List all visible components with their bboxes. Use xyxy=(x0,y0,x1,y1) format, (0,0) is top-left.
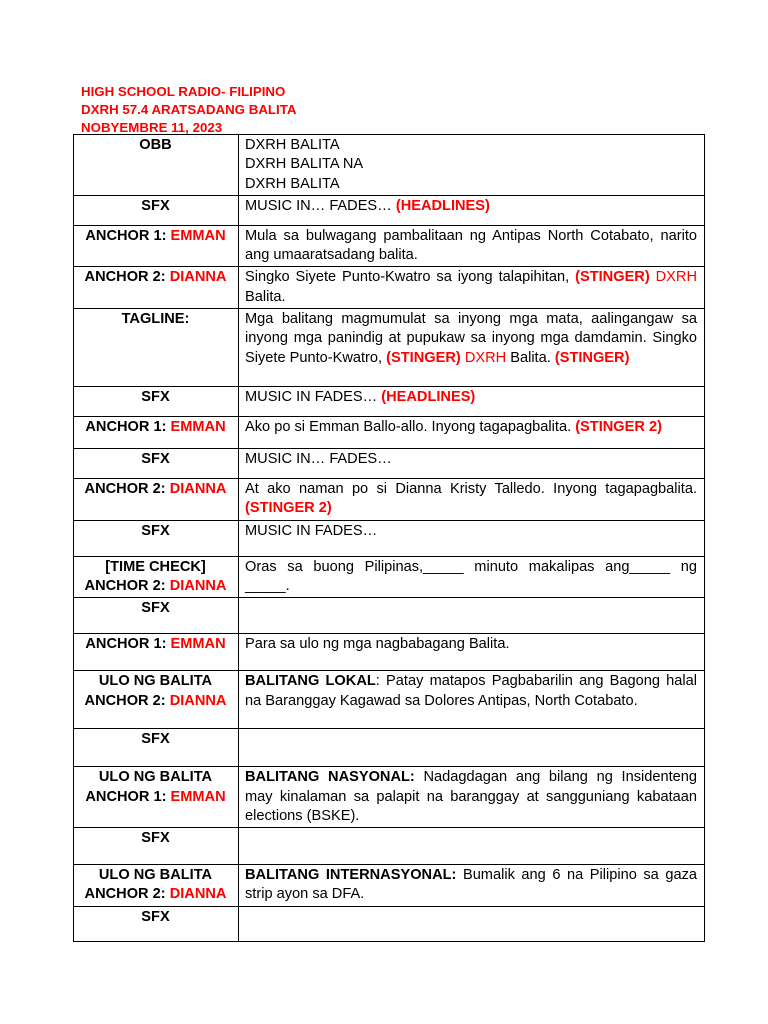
highlight-text: DXRH xyxy=(655,269,697,286)
highlight-text: (STINGER 2) xyxy=(245,500,332,517)
script-row xyxy=(74,767,705,828)
script-content-line xyxy=(245,155,697,174)
script-table-body xyxy=(74,135,705,942)
segment-label-line xyxy=(80,388,231,407)
segment-label-cell xyxy=(74,634,239,671)
script-row xyxy=(74,729,705,767)
cell-text: BALITANG LOKAL xyxy=(245,673,376,690)
segment-label-line xyxy=(80,908,231,927)
script-row xyxy=(74,634,705,671)
script-content-cell xyxy=(239,767,705,828)
script-content-line xyxy=(245,175,697,194)
script-content-line xyxy=(245,268,697,307)
highlight-text: (STINGER) xyxy=(554,349,630,366)
segment-label-cell xyxy=(74,906,239,941)
cell-text: : Patay matapos Pagbabarilin ang Bagong halal na Baranggay Kagawad sa Dolores Antipas, North Cotabato. xyxy=(245,673,697,709)
script-row xyxy=(74,598,705,634)
script-row xyxy=(74,135,705,196)
segment-label-line xyxy=(80,268,231,287)
cell-text: MUSIC IN… FADES… xyxy=(245,451,392,468)
segment-label-line xyxy=(80,418,231,437)
highlight-text: EMMAN xyxy=(170,419,226,436)
cell-text: ULO NG BALITA xyxy=(98,769,213,786)
segment-label-cell xyxy=(74,387,239,417)
cell-text: ANCHOR 2: xyxy=(84,269,170,286)
segment-label-line xyxy=(80,672,231,691)
script-table xyxy=(73,134,705,942)
script-content-cell xyxy=(239,906,705,941)
script-content-line xyxy=(245,197,697,216)
script-content-line xyxy=(245,480,697,519)
script-content-cell xyxy=(239,865,705,907)
script-row xyxy=(74,865,705,907)
cell-text: Balita. xyxy=(245,288,286,305)
segment-label-cell xyxy=(74,671,239,729)
segment-label-line xyxy=(80,310,231,329)
script-content-line xyxy=(245,635,697,654)
script-row xyxy=(74,267,705,309)
segment-label-line xyxy=(80,480,231,499)
script-content-cell xyxy=(239,598,705,634)
script-content-line xyxy=(245,558,697,597)
cell-text: SFX xyxy=(141,451,170,468)
script-row xyxy=(74,671,705,729)
script-row xyxy=(74,520,705,556)
segment-label-cell xyxy=(74,598,239,634)
cell-text: DXRH BALITA xyxy=(245,175,340,192)
cell-text: SFX xyxy=(141,522,170,539)
cell-text: ANCHOR 1: xyxy=(85,788,171,805)
cell-text: SFX xyxy=(141,197,170,214)
cell-text: DXRH BALITA NA xyxy=(245,156,364,173)
script-row xyxy=(74,479,705,521)
cell-text: SFX xyxy=(141,908,170,925)
segment-label-cell xyxy=(74,225,239,267)
script-content-cell xyxy=(239,387,705,417)
highlight-text: EMMAN xyxy=(170,636,226,653)
script-row xyxy=(74,225,705,267)
header-date-line: NOBYEMBRE 11, 2023 xyxy=(81,120,223,135)
highlight-text: (HEADLINES) xyxy=(395,197,490,214)
cell-text: ANCHOR 2: xyxy=(84,886,170,903)
segment-label-cell xyxy=(74,729,239,767)
cell-text: Singko Siyete Punto-Kwatro sa iyong talapihitan, xyxy=(245,269,576,286)
segment-label-cell xyxy=(74,309,239,387)
cell-text: ANCHOR 2: xyxy=(84,692,170,709)
script-row xyxy=(74,387,705,417)
cell-text: ULO NG BALITA xyxy=(98,867,213,884)
cell-text: ULO NG BALITA xyxy=(98,673,213,690)
script-row xyxy=(74,195,705,225)
segment-label-line xyxy=(80,692,231,711)
segment-label-line xyxy=(80,829,231,848)
segment-label-cell xyxy=(74,449,239,479)
highlight-text: EMMAN xyxy=(170,788,226,805)
cell-text: Para sa ulo ng mga nagbabagang Balita. xyxy=(245,636,510,653)
cell-text: Mula sa bulwagang pambalitaan ng Antipas North Cotabato, narito ang umaaratsadang balita. xyxy=(245,227,697,264)
segment-label-cell xyxy=(74,520,239,556)
script-content-line xyxy=(245,310,697,368)
cell-text: BALITANG INTERNASYONAL: xyxy=(245,867,457,884)
segment-label-line xyxy=(80,599,231,618)
script-row xyxy=(74,556,705,598)
script-content-cell xyxy=(239,195,705,225)
script-content-cell xyxy=(239,634,705,671)
cell-text: OBB xyxy=(139,137,172,153)
highlight-text: DIANNA xyxy=(169,481,227,498)
segment-label-line xyxy=(80,136,231,155)
segment-label-cell xyxy=(74,417,239,449)
cell-text: ANCHOR 1: xyxy=(85,419,171,436)
document-header xyxy=(81,83,296,137)
header-station-line: HIGH SCHOOL RADIO- FILIPINO xyxy=(81,84,286,99)
cell-text: Balita. xyxy=(506,349,555,366)
script-content-cell xyxy=(239,520,705,556)
highlight-text: DXRH xyxy=(464,349,507,366)
script-row xyxy=(74,906,705,941)
script-content-cell xyxy=(239,135,705,196)
segment-label-cell xyxy=(74,479,239,521)
script-row xyxy=(74,449,705,479)
segment-label-line xyxy=(80,885,231,904)
script-content-cell xyxy=(239,267,705,309)
segment-label-cell xyxy=(74,767,239,828)
cell-text: SFX xyxy=(141,830,170,847)
script-content-line xyxy=(245,136,697,155)
script-content-line xyxy=(245,672,697,711)
script-content-line xyxy=(245,866,697,905)
script-content-cell xyxy=(239,671,705,729)
cell-text: DXRH BALITA xyxy=(245,137,340,153)
segment-label-line xyxy=(80,522,231,541)
cell-text: Bumalik ang 6 na Pilipino sa gaza strip ayon sa DFA. xyxy=(245,867,697,903)
segment-label-cell xyxy=(74,135,239,196)
segment-label-cell xyxy=(74,556,239,598)
segment-label-line xyxy=(80,227,231,246)
script-content-cell xyxy=(239,556,705,598)
cell-text: SFX xyxy=(141,731,170,748)
script-content-cell xyxy=(239,417,705,449)
script-content-line xyxy=(245,418,697,437)
highlight-text: (STINGER 2) xyxy=(575,419,662,436)
script-row xyxy=(74,828,705,865)
script-row xyxy=(74,309,705,387)
cell-text: Mga balitang magmumulat sa inyong mga mata, aalingangaw sa inyong mga panindig at pupukaw sa inyong mga damdamin. Singko Siyete Punto-Kwatro, xyxy=(245,311,697,366)
script-row xyxy=(74,417,705,449)
highlight-text: (HEADLINES) xyxy=(381,389,476,406)
highlight-text: (STINGER) xyxy=(386,349,461,366)
segment-label-cell xyxy=(74,195,239,225)
segment-label-line xyxy=(80,558,231,577)
segment-label-cell xyxy=(74,865,239,907)
segment-label-line xyxy=(80,197,231,216)
cell-text: Oras sa buong Pilipinas,_____ minuto makalipas ang_____ ng _____. xyxy=(245,558,697,594)
script-content-line xyxy=(245,450,697,469)
script-content-line xyxy=(245,388,697,407)
cell-text: TAGLINE: xyxy=(121,311,190,328)
cell-text: ANCHOR 2: xyxy=(84,481,170,498)
segment-label-line xyxy=(80,635,231,654)
cell-text: [TIME CHECK] xyxy=(105,558,206,575)
cell-text: SFX xyxy=(141,600,170,617)
script-content-cell xyxy=(239,309,705,387)
segment-label-line xyxy=(80,788,231,807)
highlight-text: DIANNA xyxy=(169,692,227,709)
script-content-line xyxy=(245,768,697,826)
segment-label-line xyxy=(80,730,231,749)
cell-text: ANCHOR 1: xyxy=(85,227,171,244)
script-content-cell xyxy=(239,729,705,767)
header-program-line: DXRH 57.4 ARATSADANG BALITA xyxy=(81,102,297,117)
segment-label-cell xyxy=(74,828,239,865)
segment-label-line xyxy=(80,450,231,469)
highlight-text: EMMAN xyxy=(170,227,226,244)
cell-text: ANCHOR 1: xyxy=(85,636,171,653)
script-content-cell xyxy=(239,479,705,521)
segment-label-line xyxy=(80,577,231,596)
cell-text: At ako naman po si Dianna Kristy Talledo. Inyong tagapagbalita. xyxy=(245,481,697,498)
script-content-line xyxy=(245,227,697,266)
cell-text: SFX xyxy=(141,389,170,406)
script-content-line xyxy=(245,522,697,541)
script-content-cell xyxy=(239,449,705,479)
cell-text: MUSIC IN… FADES… xyxy=(245,197,396,214)
cell-text: Nadagdagan ang bilang ng Insidenteng may kinalaman sa palapit na baranggay at sangguniang kabataan elections (BSKE). xyxy=(245,769,697,824)
highlight-text: DIANNA xyxy=(169,269,227,286)
cell-text: BALITANG NASYONAL: xyxy=(245,769,415,786)
cell-text: ANCHOR 2: xyxy=(84,577,170,594)
segment-label-cell xyxy=(74,267,239,309)
segment-label-line xyxy=(80,768,231,787)
highlight-text: (STINGER) xyxy=(575,269,650,286)
script-content-cell xyxy=(239,828,705,865)
cell-text: Ako po si Emman Ballo-allo. Inyong tagapagbalita. xyxy=(245,419,576,436)
script-content-cell xyxy=(239,225,705,267)
highlight-text: DIANNA xyxy=(169,886,227,903)
segment-label-line xyxy=(80,866,231,885)
cell-text: MUSIC IN FADES… xyxy=(245,389,382,406)
highlight-text: DIANNA xyxy=(169,577,227,594)
cell-text: MUSIC IN FADES… xyxy=(245,522,378,539)
